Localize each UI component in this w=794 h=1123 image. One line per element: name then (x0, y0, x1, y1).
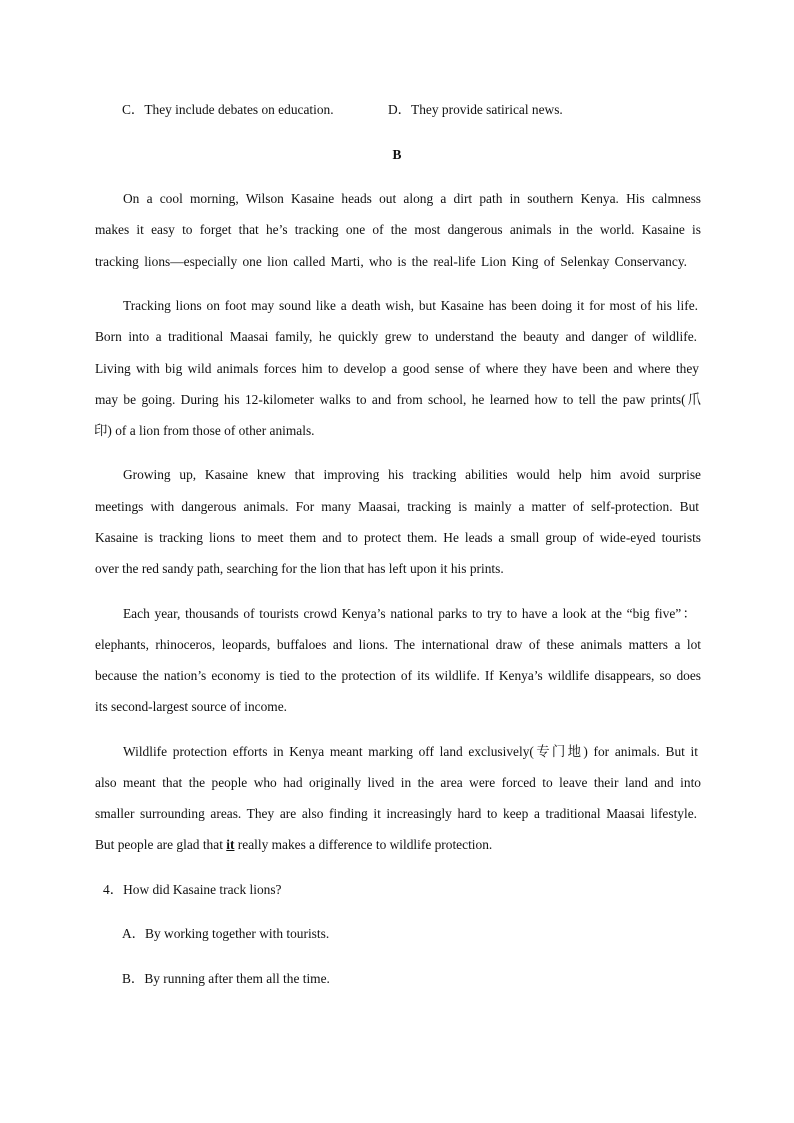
underlined-word-it: it (226, 837, 235, 852)
paragraph-line: Living with big wild animals forces him to develop a good sense of where they have been and where they (95, 361, 699, 376)
paragraph-line: Wildlife protection efforts in Kenya meant marking off land exclusively(专门地) for animals. But it (123, 744, 698, 759)
paragraph-line: Each year, thousands of tourists crowd Kenya’s national parks to try to have a look at the “big five”： (123, 606, 696, 621)
paragraph-line: On a cool morning, Wilson Kasaine heads out along a dirt path in southern Kenya. His calmness (123, 191, 701, 206)
paragraph-line: because the nation’s economy is tied to the protection of its wildlife. If Kenya’s wildlife disappears, so does (95, 668, 701, 683)
option-a[interactable]: A．By working together with tourists. (122, 926, 330, 941)
option-d-previous: D．They provide satirical news. (388, 102, 563, 117)
paragraph-line: tracking lions—especially one lion called Marti, who is the real-life Lion King of Selenkay Conservancy. (95, 254, 687, 269)
paragraph-line: may be going. During his 12-kilometer walks to and from school, he learned how to tell the paw prints(爪 (95, 392, 701, 407)
text-after-underline: really makes a difference to wildlife protection. (234, 837, 493, 852)
paragraph-line: over the red sandy path, searching for the lion that has left upon it his prints. (95, 561, 504, 576)
text-before-underline: But people are glad that (95, 837, 227, 852)
paragraph-line: Tracking lions on foot may sound like a death wish, but Kasaine has been doing it for most of his life. (123, 298, 698, 313)
paragraph-line: makes it easy to forget that he’s tracking one of the most dangerous animals in the world. Kasaine is (95, 222, 701, 237)
paragraph-line-last (95, 835, 701, 855)
paragraph-line: Born into a traditional Maasai family, he quickly grew to understand the beauty and danger of wildlife. (95, 329, 697, 344)
paragraph-line: meetings with dangerous animals. For many Maasai, tracking is mainly a matter of self-protection. But (95, 499, 699, 514)
option-b[interactable]: B．By running after them all the time. (122, 971, 330, 986)
paragraph-line: Growing up, Kasaine knew that improving his tracking abilities would help him avoid surprise (123, 467, 701, 482)
paragraph-line: 印) of a lion from those of other animals. (94, 423, 315, 438)
paragraph-line: also meant that the people who had originally lived in the area were forced to leave their land and into (95, 775, 701, 790)
paragraph-line: elephants, rhinoceros, leopards, buffaloes and lions. The international draw of these animals matters a lot (95, 637, 701, 652)
paragraph-line: smaller surrounding areas. They are also finding it increasingly hard to keep a traditional Maasai lifestyle. (95, 806, 697, 821)
question-stem: 4．How did Kasaine track lions? (103, 882, 282, 897)
paragraph-line: its second-largest source of income. (95, 699, 287, 714)
option-c-previous: C．They include debates on education. (122, 102, 334, 117)
section-heading: B (392, 147, 402, 162)
paragraph-line: Kasaine is tracking lions to meet them and to protect them. He leads a small group of wide-eyed tourists (95, 530, 701, 545)
